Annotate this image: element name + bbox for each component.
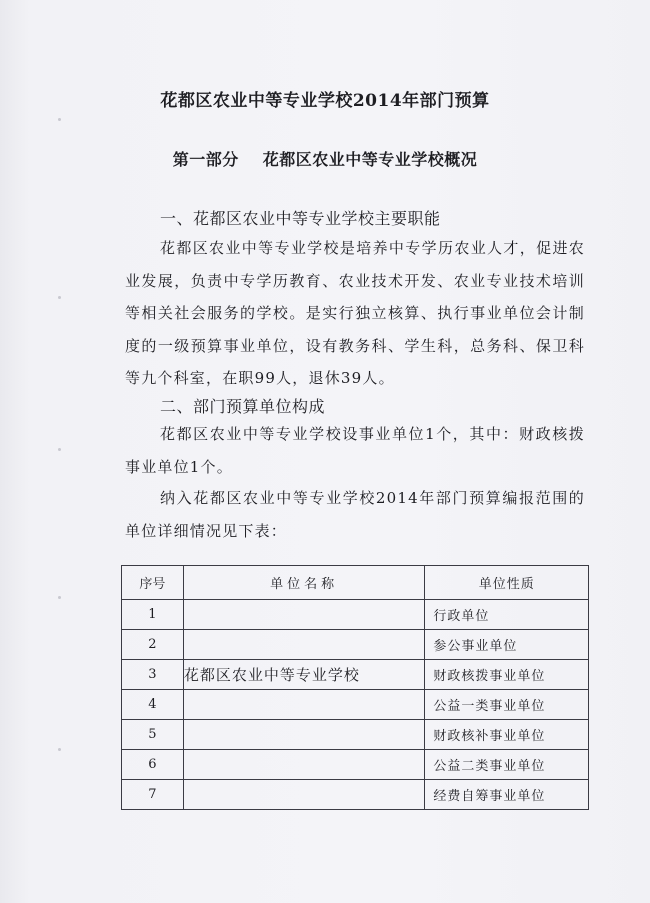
table-row (122, 720, 589, 750)
header-name: 单位名称 (183, 566, 425, 600)
row-type: 财政核拨事业单位 (425, 660, 589, 690)
table-row (122, 600, 589, 630)
row-seq: 5 (122, 720, 184, 750)
row-name (183, 720, 425, 750)
document-title: 花都区农业中等专业学校2014年部门预算 (160, 91, 490, 111)
row-type: 公益一类事业单位 (425, 690, 589, 720)
punch-hole-mark (58, 596, 61, 599)
table-row (122, 660, 589, 690)
row-seq: 2 (122, 630, 184, 660)
row-name (183, 690, 425, 720)
table-header-row (122, 566, 589, 600)
part-heading (0, 147, 650, 170)
row-name (183, 750, 425, 780)
row-type: 参公事业单位 (425, 630, 589, 660)
header-seq: 序号 (122, 566, 184, 600)
punch-hole-mark (58, 448, 61, 451)
row-seq: 7 (122, 780, 184, 810)
row-seq: 3 (122, 660, 184, 690)
row-name: 花都区农业中等专业学校 (183, 660, 425, 690)
table-row (122, 750, 589, 780)
row-seq: 1 (122, 600, 184, 630)
row-type: 公益二类事业单位 (425, 750, 589, 780)
row-type: 经费自筹事业单位 (425, 780, 589, 810)
part-label: 第一部分 (172, 150, 239, 169)
unit-table (121, 565, 589, 810)
row-name (183, 600, 425, 630)
row-seq: 4 (122, 690, 184, 720)
header-type: 单位性质 (425, 566, 589, 600)
part-name: 花都区农业中等专业学校概况 (262, 150, 478, 169)
section2-heading: 二、部门预算单位构成 (160, 397, 326, 416)
section2-body2: 纳入花都区农业中等专业学校2014年部门预算编报范围的单位详细情况见下表： (125, 489, 585, 540)
row-type: 财政核补事业单位 (425, 720, 589, 750)
section1-heading: 一、花都区农业中等专业学校主要职能 (160, 209, 441, 228)
table-row (122, 690, 589, 720)
table-row (122, 630, 589, 660)
row-type: 行政单位 (425, 600, 589, 630)
row-seq: 6 (122, 750, 184, 780)
section2-body1: 花都区农业中等专业学校设事业单位1个，其中：财政核拨事业单位1个。 (125, 425, 585, 476)
table-row (122, 780, 589, 810)
punch-hole-mark (58, 748, 61, 751)
row-name (183, 780, 425, 810)
punch-hole-mark (58, 296, 61, 299)
section1-body: 花都区农业中等专业学校是培养中专学历农业人才，促进农业发展，负责中专学历教育、农业技术开发、农业专业技术培训等相关社会服务的学校。是实行独立核算、执行事业单位会计制度的一级预算事业单位，设有教务科、学生科，总务科、保卫科等九个科室，在职99人，退休39人。 (125, 239, 585, 387)
row-name (183, 630, 425, 660)
punch-hole-mark (58, 118, 61, 121)
